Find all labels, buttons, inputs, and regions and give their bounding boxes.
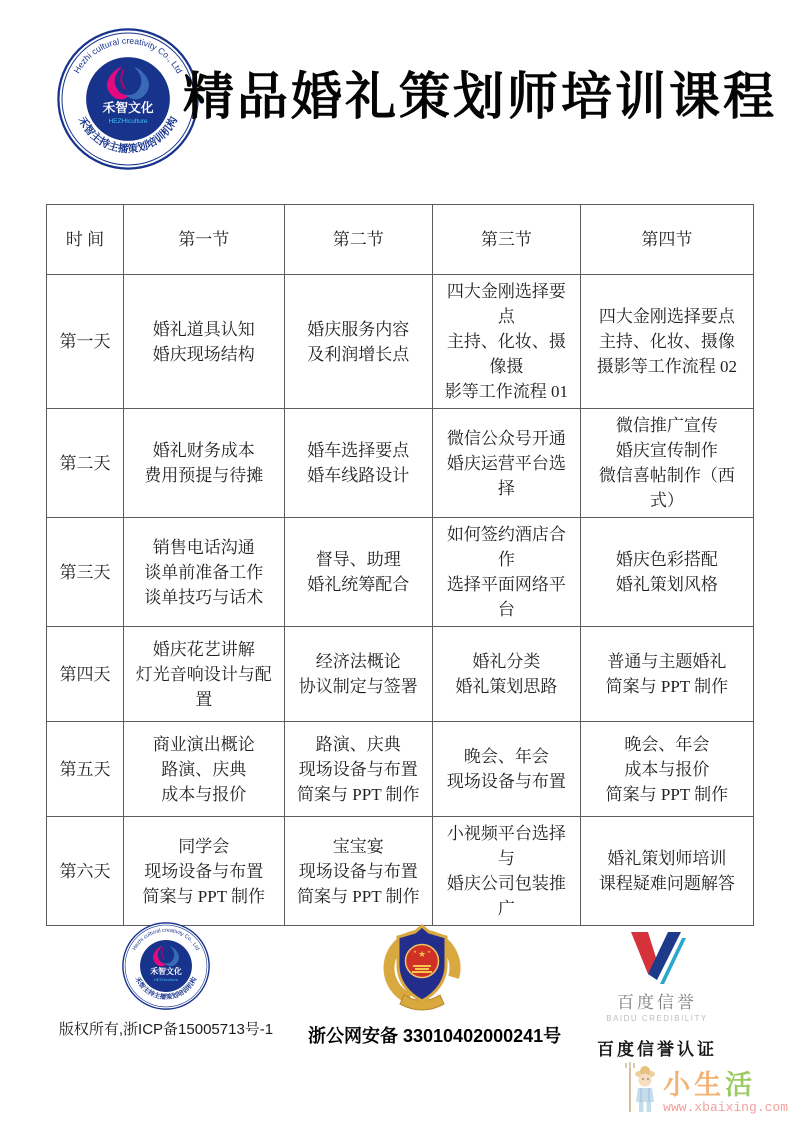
logo-arc-bottom-text: 禾智主持主播策划培训机构 (75, 115, 181, 156)
column-header-time: 时 间 (47, 205, 124, 275)
watermark-site-name: 小生活 (663, 1070, 757, 1100)
police-record-number: 浙公网安备 33010402000241号 (308, 1026, 562, 1046)
table-row-day2 (47, 409, 754, 518)
schedule-cell: 商业演出概论 路演、庆典 成本与报价 (124, 722, 284, 817)
page-title: 精品婚礼策划师培训课程 (183, 70, 778, 126)
day-label: 第五天 (47, 722, 124, 817)
schedule-cell: 婚礼分类 婚礼策划思路 (433, 627, 581, 722)
schedule-cell: 路演、庆典 现场设备与布置 简案与 PPT 制作 (284, 722, 432, 817)
footer-baidu-block (572, 928, 742, 1060)
police-badge-icon (372, 916, 472, 1016)
schedule-cell: 小视频平台选择与 婚庆公司包装推广 (433, 817, 581, 926)
baidu-credibility-cn: 百度信誉 (617, 993, 697, 1012)
schedule-cell: 宝宝宴 现场设备与布置 简案与 PPT 制作 (284, 817, 432, 926)
schedule-cell: 婚庆服务内容 及利润增长点 (284, 275, 432, 409)
watermark-site-url: www.xbaixing.com (663, 1100, 788, 1115)
schedule-cell: 微信推广宣传 婚庆宣传制作 微信喜帖制作（西式） (580, 409, 753, 518)
logo-name-cn: 禾智文化 (150, 966, 182, 976)
day-label: 第三天 (47, 518, 124, 627)
column-header-session3: 第三节 (433, 205, 581, 275)
day-label: 第四天 (47, 627, 124, 722)
footer-police-block (308, 916, 562, 1048)
hezhi-logo (57, 28, 199, 170)
schedule-cell: 经济法概论 协议制定与签署 (284, 627, 432, 722)
schedule-cell: 婚车选择要点 婚车线路设计 (284, 409, 432, 518)
baidu-cert-text: 百度信誉认证 (597, 1040, 717, 1059)
course-schedule-table (46, 204, 754, 926)
schedule-cell: 销售电话沟通 谈单前准备工作 谈单技巧与话术 (124, 518, 284, 627)
column-header-session2: 第二节 (284, 205, 432, 275)
site-watermark (623, 1062, 788, 1116)
table-row-day5 (47, 722, 754, 817)
schedule-cell: 晚会、年会 成本与报价 简案与 PPT 制作 (580, 722, 753, 817)
table-row-day6 (47, 817, 754, 926)
table-row-day1 (47, 275, 754, 409)
column-header-session4: 第四节 (580, 205, 753, 275)
table-row-day3 (47, 518, 754, 627)
baidu-credibility-icon (624, 928, 690, 986)
schedule-cell: 婚礼财务成本 费用预提与待摊 (124, 409, 284, 518)
schedule-cell: 同学会 现场设备与布置 简案与 PPT 制作 (124, 817, 284, 926)
schedule-cell: 四大金刚选择要点 主持、化妆、摄像 摄影等工作流程 02 (580, 275, 753, 409)
logo-arc-top-text: Hezhi cultural creativity Co., Ltd (131, 927, 201, 952)
schedule-cell: 婚庆花艺讲解 灯光音响设计与配置 (124, 627, 284, 722)
schedule-cell: 督导、助理 婚礼统筹配合 (284, 518, 432, 627)
schedule-cell: 四大金刚选择要点 主持、化妆、摄像摄 影等工作流程 01 (433, 275, 581, 409)
baidu-credibility-en: BAIDU CREDIBILITY (606, 1014, 708, 1023)
schedule-cell: 婚礼道具认知 婚庆现场结构 (124, 275, 284, 409)
column-header-session1: 第一节 (124, 205, 284, 275)
schedule-cell: 微信公众号开通 婚庆运营平台选择 (433, 409, 581, 518)
schedule-cell: 如何签约酒店合作 选择平面网络平台 (433, 518, 581, 627)
footer-copyright-block (58, 922, 274, 1039)
logo-name-en: HEZHIculture (153, 976, 179, 982)
icp-copyright-text: 版权所有,浙ICP备15005713号-1 (58, 1021, 274, 1038)
logo-arc-top-text: Hezhi cultural creativity Co., Ltd (71, 35, 185, 76)
svg-text:★: ★ (413, 949, 417, 954)
schedule-cell: 婚礼策划师培训 课程疑难问题解答 (580, 817, 753, 926)
day-label: 第六天 (47, 817, 124, 926)
schedule-cell: 晚会、年会 现场设备与布置 (433, 722, 581, 817)
logo-arc-bottom-text: 禾智主持主播策划培训机构 (133, 976, 199, 1002)
schedule-cell: 婚庆色彩搭配 婚礼策划风格 (580, 518, 753, 627)
farmer-mascot-icon (623, 1062, 659, 1116)
schedule-cell: 普通与主题婚礼 简案与 PPT 制作 (580, 627, 753, 722)
hezhi-logo-small (122, 922, 210, 1010)
table-row-day4 (47, 627, 754, 722)
table-header-row (47, 205, 754, 275)
day-label: 第二天 (47, 409, 124, 518)
logo-name-en: HEZHIculture (108, 118, 148, 126)
svg-text:★: ★ (427, 949, 431, 954)
day-label: 第一天 (47, 275, 124, 409)
svg-text:★: ★ (417, 949, 427, 959)
logo-name-cn: 禾智文化 (102, 100, 154, 115)
